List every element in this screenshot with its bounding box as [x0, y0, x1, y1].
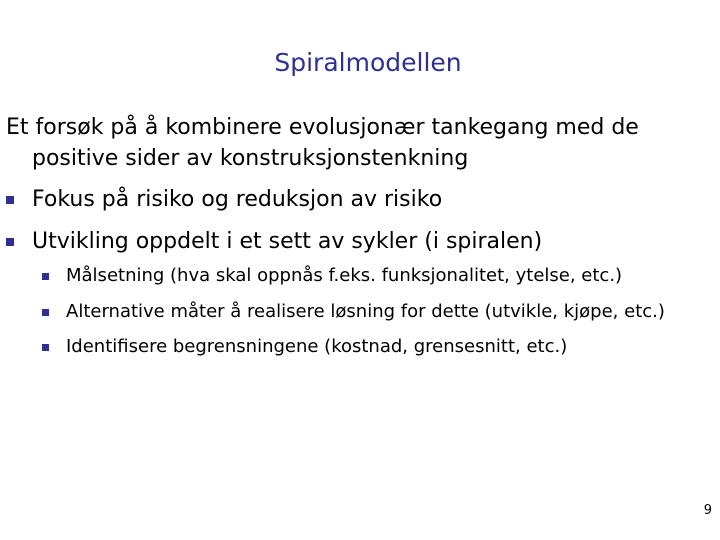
intro-text: Et forsøk på å kombinere evolusjonær tankegang med de positive sider av konstruksjonstenkning [6, 115, 639, 171]
square-bullet-icon [42, 273, 49, 280]
square-bullet-icon [6, 238, 14, 246]
sub-bullet-text: Alternative måter å realisere løsning for dette (utvikle, kjøpe, etc.) [66, 301, 665, 322]
square-bullet-icon [6, 196, 14, 204]
slide-title: Spiralmodellen [274, 48, 462, 77]
square-bullet-icon [42, 309, 49, 316]
bullet-text: Fokus på risiko og reduksjon av risiko [32, 187, 443, 212]
bullet-text: Utvikling oppdelt i et sett av sykler (i spiralen) [32, 229, 543, 254]
sub-bullet-text: Identifisere begrensningene (kostnad, grensesnitt, etc.) [66, 336, 568, 357]
sub-bullet-text: Målsetning (hva skal oppnås f.eks. funksjonalitet, ytelse, etc.) [66, 265, 623, 286]
page-number: 9 [703, 503, 712, 518]
square-bullet-icon [42, 344, 49, 351]
